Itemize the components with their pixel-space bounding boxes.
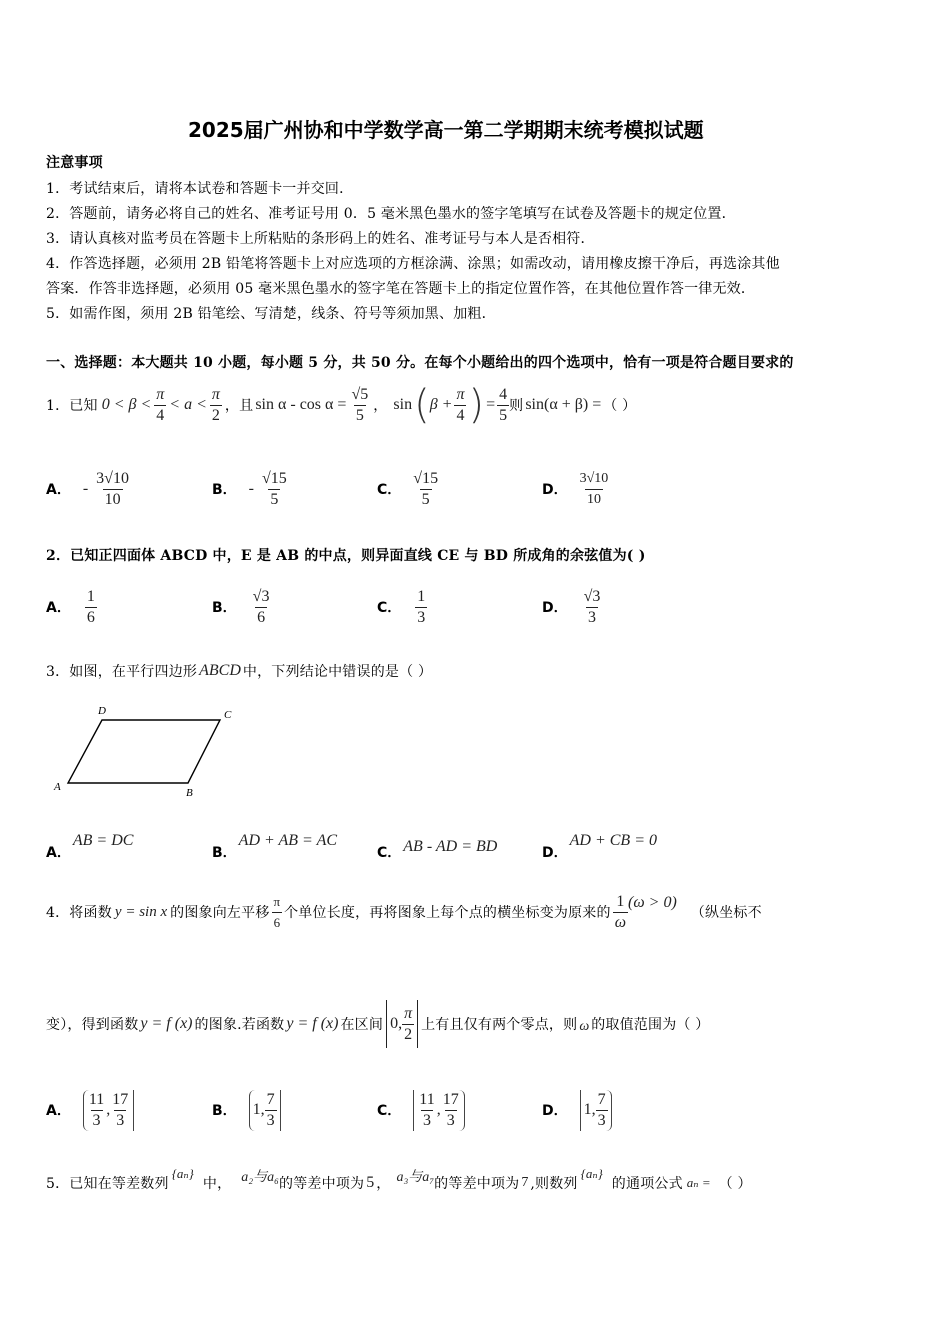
- q4-six: 6: [272, 912, 283, 933]
- q4-interval-0: 0,: [390, 1015, 403, 1032]
- notice-heading: 注意事项: [46, 155, 103, 171]
- q4-option-a-a-den: 3: [92, 1111, 101, 1129]
- q1-cond1: 0 < β <: [101, 396, 152, 413]
- q4-option-a-low: [87, 1090, 106, 1131]
- q5-seq: {aₙ}: [171, 1166, 194, 1181]
- q4-option-a-interval: $\frac{11}{3}$ , $\frac{17}{3}$: [83, 1090, 134, 1131]
- q5-p1: 5．已知在等差数列: [46, 1176, 169, 1192]
- q1-option-b[interactable]: [212, 464, 289, 514]
- q2-option-b-num: √3: [252, 587, 270, 605]
- q3-option-a-expr: AB = DC: [72, 832, 134, 849]
- q2-option-a-den: 6: [86, 608, 95, 626]
- q3-post: 中，下列结论中错误的是（ ）: [242, 664, 433, 680]
- q4-option-a-b-num: 17: [112, 1090, 129, 1108]
- q1-option-d-frac: [578, 469, 611, 510]
- q3-option-b-label: B．: [212, 845, 237, 861]
- q1-pi-3: π: [456, 385, 465, 403]
- q4-interval: [386, 1000, 418, 1048]
- q2-option-a-frac: [85, 587, 97, 628]
- q4-interval-frac: [402, 1004, 414, 1045]
- q2-option-c-den: 3: [417, 608, 426, 626]
- q4-option-d[interactable]: [542, 1084, 612, 1136]
- q4-option-c-b-den: 3: [446, 1111, 455, 1129]
- q4-option-d-high: [596, 1090, 608, 1131]
- q5-p5: 的等差中项为: [434, 1176, 520, 1192]
- notice-item-5: 5．如需作图，须用 2B 铅笔绘、写清楚，线条、符号等须加黑、加粗．: [46, 306, 496, 322]
- q5-paren: （ ）: [718, 1176, 752, 1192]
- q5-a3a7: a₃与a₇: [396, 1170, 435, 1185]
- q3-option-d-expr: AD + CB = 0: [569, 832, 657, 849]
- q1-lparen: (: [414, 382, 430, 428]
- q1-comma: ，: [373, 398, 388, 414]
- q1-option-b-label: B．: [212, 482, 237, 498]
- q4-option-a-a-num: 11: [88, 1090, 105, 1108]
- q1-five: 5: [355, 406, 364, 424]
- q4-option-c[interactable]: [377, 1084, 465, 1136]
- q2-option-a-num: 1: [86, 587, 95, 605]
- q4-option-c-a-num: 11: [419, 1090, 435, 1108]
- q1-two: 2: [211, 406, 220, 424]
- page-title: 2025届广州协和中学数学高一第二学期期末统考模拟试题: [188, 118, 704, 142]
- q2-option-b[interactable]: [212, 583, 271, 631]
- q3-option-a[interactable]: [46, 832, 133, 862]
- q1-option-b-num: √15: [262, 469, 287, 487]
- q1-pi-over-4: [154, 385, 166, 426]
- q2-option-c-frac: [415, 587, 427, 628]
- q1-beta-plus: β +: [429, 396, 453, 413]
- q1-and: ，且: [224, 398, 254, 414]
- q1-option-c[interactable]: [377, 464, 440, 514]
- q3-abcd: ABCD: [199, 662, 241, 679]
- q1-four-num: 4: [499, 385, 508, 403]
- q4-line2-omega: ω: [579, 1019, 590, 1034]
- q1-option-d[interactable]: [542, 464, 610, 514]
- q4-option-d-label: D．: [542, 1103, 568, 1119]
- q2-option-d-label: D．: [542, 600, 568, 616]
- q2-option-a[interactable]: [46, 583, 97, 631]
- section-heading: 一、选择题：本大题共 10 小题，每小题 5 分，共 50 分。在每个小题给出的四个选项中，恰有一项是符合题目要求的: [46, 355, 794, 371]
- q4-option-b-b-den: 3: [266, 1111, 275, 1129]
- q4-option-c-label: C．: [377, 1103, 402, 1119]
- q1-rparen: ): [468, 382, 485, 428]
- q4-interval-pi: π: [404, 1004, 413, 1022]
- q4-option-d-b-den: 3: [597, 1111, 606, 1129]
- q5-seq-2: {aₙ}: [580, 1166, 603, 1181]
- q4-f3: y = f (x): [286, 1015, 339, 1032]
- q1-paren: （ ）: [603, 398, 637, 414]
- q4-option-d-b-num: 7: [597, 1090, 606, 1108]
- q4-pi: π: [273, 893, 281, 909]
- q4-interval-2: 2: [404, 1025, 413, 1043]
- notice-item-4: 4．作答选择题，必须用 2B 铅笔将答题卡上对应选项的方框涂满、涂黑；如需改动，请用橡皮擦干净后，再选涂其他: [46, 256, 780, 272]
- notice-item-3: 3．请认真核对监考员在答题卡上所粘贴的条形码上的姓名、准考证号与本人是否相符．: [46, 231, 595, 247]
- q1-four-2: 4: [456, 406, 465, 424]
- q3-option-d[interactable]: [542, 832, 657, 862]
- q4-p3: 个单位长度，再将图象上每个点的横坐标变为原来的: [284, 905, 611, 921]
- q1-option-a[interactable]: [46, 464, 131, 514]
- q5-v1: 5: [366, 1174, 375, 1191]
- q1-sincos: sin α - cos α =: [255, 396, 347, 413]
- q2-option-b-frac: [251, 587, 272, 628]
- q4-one-over-omega: [613, 892, 628, 933]
- q4-option-d-interval: 1 , $\frac{7}{3}$: [580, 1090, 612, 1131]
- q1-sqrt5: √5: [351, 385, 369, 403]
- q1-pi-2: π: [211, 385, 220, 403]
- question-4: [46, 886, 762, 938]
- q4-line2-a: 变），得到函数: [46, 1017, 139, 1033]
- q1-option-b-sign: -: [248, 480, 254, 497]
- q1-option-a-label: A．: [46, 482, 71, 498]
- q3-pre: 3．如图，在平行四边形: [46, 664, 198, 680]
- q4-f1: y = sin x: [114, 903, 168, 920]
- q4-omega-cond: (ω > 0): [628, 894, 677, 911]
- question-1: [46, 378, 636, 432]
- q4-line2-b: 的图象.若函数: [194, 1017, 285, 1033]
- q5-p2: 中，: [202, 1176, 232, 1192]
- q1-option-d-den: 10: [585, 489, 603, 510]
- notice-item-2: 2．答题前，请务必将自己的姓名、准考证号用 0．5 毫米黑色墨水的签字笔填写在试卷及答题卡的规定位置．: [46, 206, 736, 222]
- q1-eq: =: [486, 396, 496, 413]
- q4-option-c-a-den: 3: [422, 1111, 431, 1129]
- q4-line2-d: 上有且仅有两个零点，则: [421, 1017, 578, 1033]
- parallelogram-figure: [46, 700, 246, 805]
- q4-pi-over-6: [272, 892, 283, 933]
- q2-option-d-num: √3: [583, 587, 601, 605]
- q3-option-c[interactable]: [377, 832, 497, 862]
- q5-p7: 的通项公式: [611, 1176, 683, 1192]
- q1-pi-over-2: [210, 385, 222, 426]
- q1-num: 1．已知: [46, 398, 98, 414]
- q1-then: 则: [509, 398, 524, 414]
- q1-option-b-frac: [260, 469, 289, 510]
- q4-line2-c: 在区间: [340, 1017, 384, 1033]
- q1-option-a-den: 10: [104, 490, 121, 508]
- q3-option-d-label: D．: [542, 845, 568, 861]
- q5-p6: ,则数列: [530, 1176, 578, 1192]
- q2-option-b-den: 6: [257, 608, 266, 626]
- q4-option-c-b-num: 17: [442, 1090, 459, 1108]
- q3-option-b[interactable]: [212, 832, 337, 862]
- vertex-c: C: [224, 709, 232, 721]
- q1-option-b-den: 5: [270, 490, 279, 508]
- q1-option-a-frac: [94, 469, 131, 510]
- q4-option-c-interval: $\frac{11}{3}$ , $\frac{17}{3}$: [413, 1090, 464, 1131]
- q4-option-a[interactable]: [46, 1084, 134, 1136]
- q4-option-c-high: [441, 1090, 461, 1131]
- q4-option-b[interactable]: [212, 1084, 281, 1136]
- q4-option-b-interval: 1 , $\frac{7}{3}$: [249, 1090, 281, 1131]
- q2-option-c-label: C．: [377, 600, 402, 616]
- q4-option-b-a-num: 1: [252, 1101, 261, 1118]
- q1-sqrt5-over-5: [349, 385, 370, 426]
- question-3: [46, 660, 432, 682]
- q2-option-b-label: B．: [212, 600, 237, 616]
- q4-option-d-a-num: 1: [583, 1101, 592, 1118]
- q1-option-c-label: C．: [377, 482, 402, 498]
- q1-4-over-5: [497, 385, 509, 426]
- q2-option-c[interactable]: [377, 583, 427, 631]
- q2-option-a-label: A．: [46, 600, 71, 616]
- q4-option-b-high: [265, 1090, 277, 1131]
- q1-option-a-num: 3√10: [96, 469, 129, 487]
- q4-p1: 4．将函数: [46, 905, 112, 921]
- q1-option-c-frac: [411, 469, 440, 510]
- q3-option-b-expr: AD + AB = AC: [238, 832, 338, 849]
- q3-option-c-expr: AB - AD = BD: [403, 838, 498, 855]
- q1-target: sin(α + β) =: [525, 396, 602, 413]
- q5-an: aₙ =: [686, 1175, 711, 1190]
- q5-a2a6: a₂与a₆: [241, 1170, 280, 1185]
- q5-p4: ，: [376, 1176, 391, 1192]
- vertex-b: B: [186, 787, 193, 799]
- q1-option-c-den: 5: [421, 490, 430, 508]
- q4-option-b-label: B．: [212, 1103, 237, 1119]
- q5-v2: 7: [521, 1175, 529, 1190]
- q5-p3: 的等差中项为: [279, 1176, 365, 1192]
- q1-option-a-sign: -: [82, 480, 89, 497]
- q1-option-c-num: √15: [413, 469, 439, 487]
- q4-p2: 的图象向左平移: [170, 905, 270, 921]
- q1-a-range: < a <: [169, 396, 207, 413]
- q4-omega: ω: [614, 913, 627, 931]
- q1-four: 4: [156, 406, 165, 424]
- q3-option-c-label: C．: [377, 845, 402, 861]
- vertex-d: D: [98, 705, 106, 717]
- q1-pi: π: [156, 385, 165, 403]
- q1-pi-over-4b: [454, 385, 466, 426]
- q4-option-b-b-num: 7: [266, 1090, 275, 1108]
- question-2: 2．已知正四面体 ABCD 中，E 是 AB 的中点，则异面直线 CE 与 BD 所成角的余弦值为( ): [46, 548, 646, 564]
- q2-option-d-den: 3: [588, 608, 597, 626]
- q4-option-a-b-den: 3: [116, 1111, 125, 1129]
- notice-item-4-cont: 答案．作答非选择题，必须用 05 毫米黑色墨水的签字笔在答题卡上的指定位置作答，在其他位置作答一律无效．: [46, 281, 756, 297]
- q3-option-a-label: A．: [46, 845, 71, 861]
- q4-p4: （纵坐标不: [690, 905, 762, 921]
- q4-line2-e: 的取值范围为（ ）: [591, 1017, 710, 1033]
- vertex-a: A: [54, 781, 61, 793]
- notice-item-1: 1．考试结束后，请将本试卷和答题卡一并交回．: [46, 181, 354, 197]
- q1-option-d-num: 3√10: [579, 470, 609, 486]
- q1-sin: sin: [393, 396, 413, 413]
- q2-option-d[interactable]: [542, 583, 602, 631]
- q1-option-d-label: D．: [542, 482, 568, 498]
- q4-f2: y = f (x): [140, 1015, 193, 1032]
- q4-option-a-label: A．: [46, 1103, 71, 1119]
- q4-option-c-low: [417, 1090, 436, 1131]
- q1-five-2: 5: [499, 406, 508, 424]
- q2-option-c-num: 1: [417, 587, 426, 605]
- parallelogram-shape: [68, 720, 220, 783]
- q4-one: 1: [616, 892, 625, 910]
- q2-option-d-frac: [582, 587, 603, 628]
- question-4-line2: [46, 998, 709, 1050]
- q4-option-a-high: [110, 1090, 130, 1131]
- question-5: [46, 1166, 752, 1200]
